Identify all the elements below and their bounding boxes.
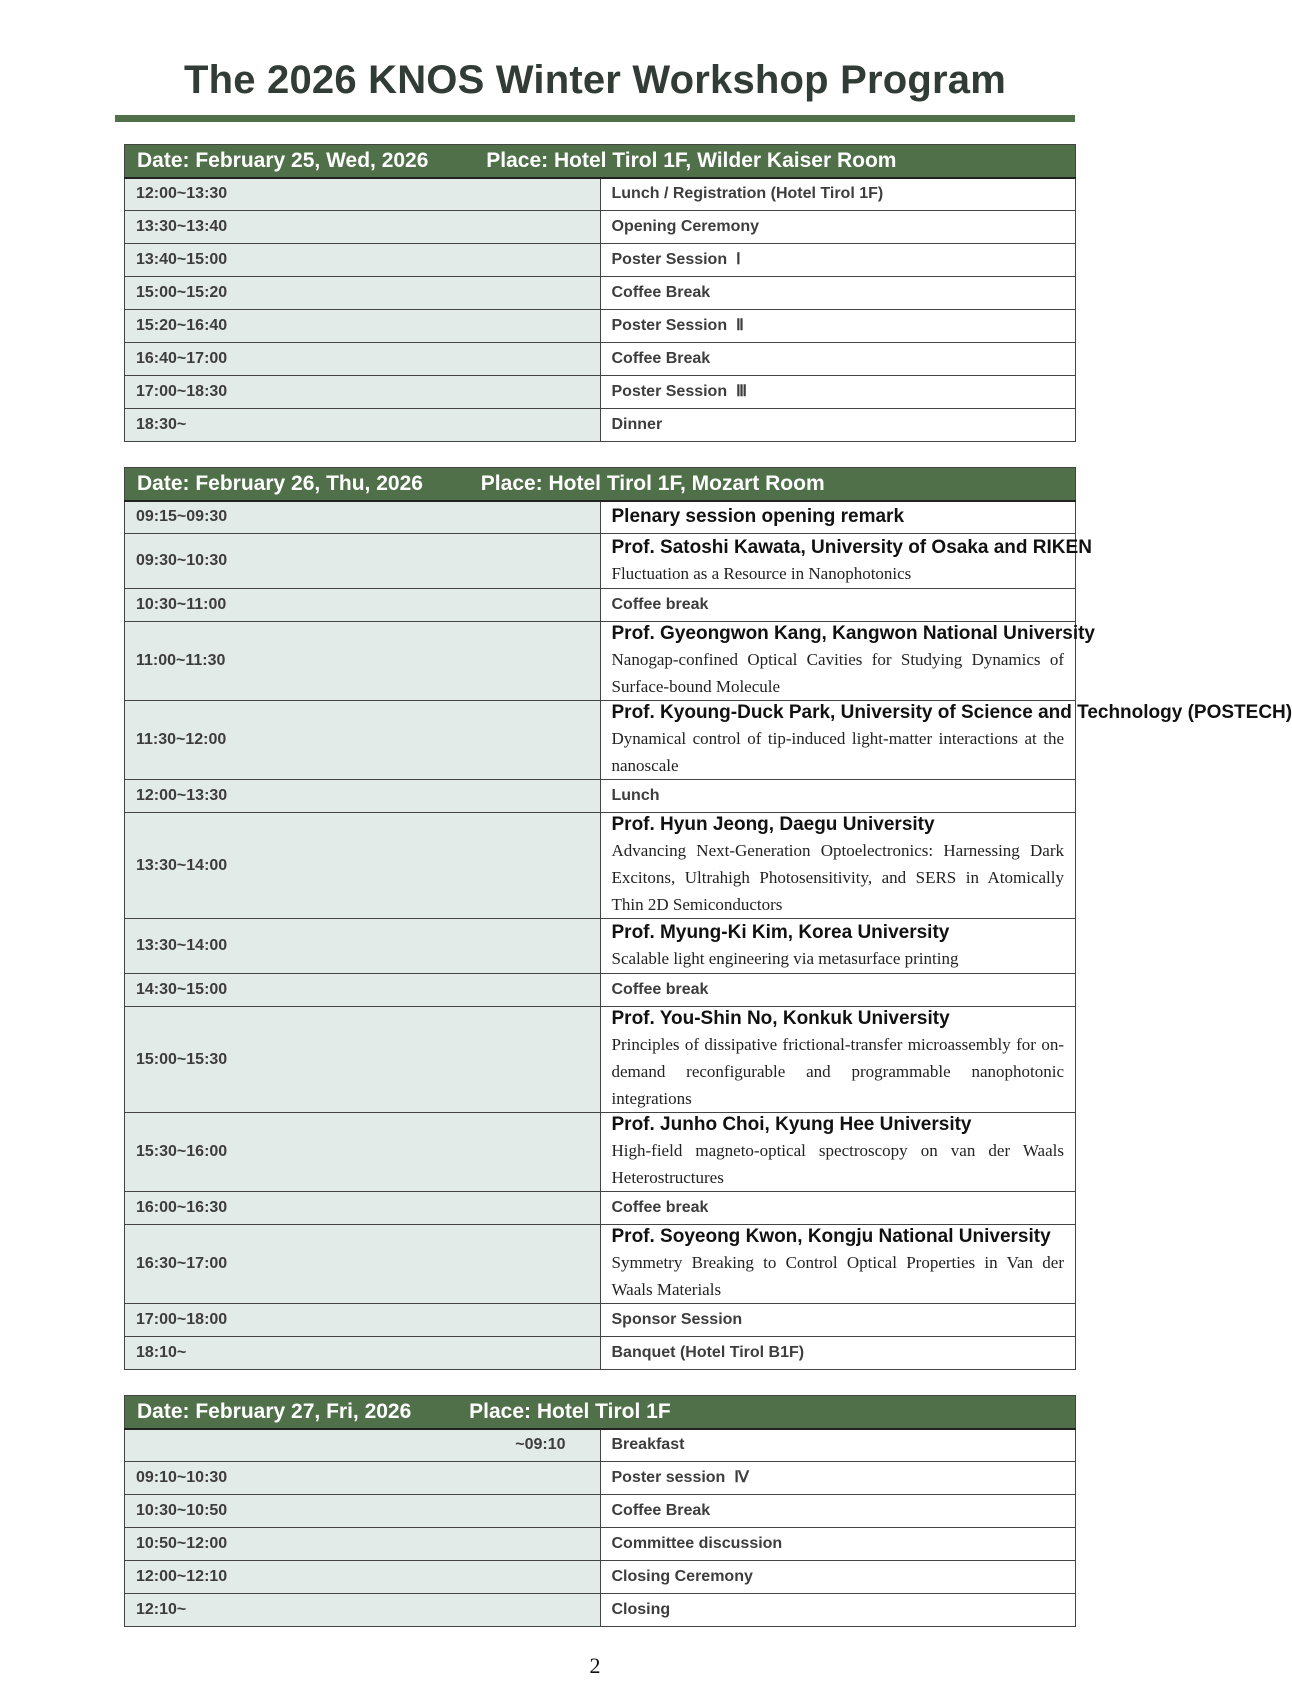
event-label: Closing Ceremony bbox=[611, 1568, 753, 1585]
event-label: Banquet (Hotel Tirol B1F) bbox=[611, 1344, 805, 1361]
talk-row bbox=[125, 622, 1076, 701]
speaker-name: Prof. Gyeongwon Kang, Kangwon National University bbox=[611, 623, 1095, 644]
schedule-row bbox=[125, 1337, 1076, 1370]
time-cell: 12:00~13:30 bbox=[125, 178, 601, 211]
schedule-row bbox=[125, 1594, 1076, 1627]
time-cell: 16:30~17:00 bbox=[125, 1225, 601, 1304]
schedule-row bbox=[125, 310, 1076, 343]
schedule-row bbox=[125, 343, 1076, 376]
schedule-row bbox=[125, 1462, 1076, 1495]
talk-title: Scalable light engineering via metasurface printing bbox=[611, 948, 959, 968]
time-cell: 15:30~16:00 bbox=[125, 1113, 601, 1192]
speaker-name: Prof. You-Shin No, Konkuk University bbox=[611, 1008, 950, 1029]
schedule-row bbox=[125, 409, 1076, 442]
event-label: Poster Session Ⅱ bbox=[611, 317, 744, 334]
schedule-row bbox=[125, 277, 1076, 310]
page-title: The 2026 KNOS Winter Workshop Program bbox=[183, 58, 1007, 102]
time-cell: 13:30~13:40 bbox=[125, 211, 601, 244]
time-cell: 09:15~09:30 bbox=[125, 501, 601, 534]
day-header bbox=[125, 468, 1076, 501]
talk-title: Dynamical control of tip-induced light-matter interactions at the nanoscale bbox=[611, 729, 1064, 775]
talk-row bbox=[125, 1225, 1076, 1304]
time-cell: 09:10~10:30 bbox=[125, 1462, 601, 1495]
talk-row bbox=[125, 1007, 1076, 1113]
event-label: Closing bbox=[611, 1601, 671, 1618]
time-cell: 15:00~15:30 bbox=[125, 1007, 601, 1113]
time-cell: 13:30~14:00 bbox=[125, 813, 601, 919]
speaker-name: Prof. Hyun Jeong, Daegu University bbox=[611, 814, 935, 835]
talk-title: High-field magneto-optical spectroscopy on van der Waals Heterostructures bbox=[611, 1141, 1064, 1187]
event-label: Sponsor Session bbox=[611, 1311, 743, 1328]
schedule-row bbox=[125, 376, 1076, 409]
schedule-row bbox=[125, 501, 1076, 534]
event-label: Coffee Break bbox=[611, 284, 711, 301]
time-cell: 13:30~14:00 bbox=[125, 919, 601, 974]
schedule-row bbox=[125, 1429, 1076, 1462]
schedule-row bbox=[125, 1304, 1076, 1337]
event-label: Coffee Break bbox=[611, 350, 711, 367]
event-label: Lunch bbox=[611, 787, 660, 804]
day-place: Place: Hotel Tirol 1F bbox=[469, 1399, 671, 1423]
time-cell: 11:00~11:30 bbox=[125, 622, 601, 701]
day-3-schedule-table bbox=[124, 1395, 1076, 1627]
day-1-schedule-table bbox=[124, 144, 1076, 442]
event-label: Coffee break bbox=[611, 1199, 709, 1216]
talk-title: Nanogap-confined Optical Cavities for Studying Dynamics of Surface-bound Molecule bbox=[611, 650, 1064, 696]
time-cell: 12:10~ bbox=[125, 1594, 601, 1627]
day-place: Place: Hotel Tirol 1F, Mozart Room bbox=[480, 471, 825, 495]
time-cell: ~09:10 bbox=[125, 1429, 601, 1462]
day-header bbox=[125, 1396, 1076, 1429]
event-label: Coffee Break bbox=[611, 1502, 711, 1519]
time-cell: 12:00~12:10 bbox=[125, 1561, 601, 1594]
talk-title: Advancing Next-Generation Optoelectronics: Harnessing Dark Excitons, Ultrahigh Photosensitivity, and SERS in Atomically Thin 2D Semiconductors bbox=[611, 841, 1064, 914]
day-date: Date: February 25, Wed, 2026 bbox=[137, 148, 429, 172]
time-cell: 16:40~17:00 bbox=[125, 343, 601, 376]
schedule-row bbox=[125, 974, 1076, 1007]
time-cell: 10:50~12:00 bbox=[125, 1528, 601, 1561]
talk-title: Symmetry Breaking to Control Optical Properties in Van der Waals Materials bbox=[611, 1253, 1064, 1299]
schedule-row bbox=[125, 211, 1076, 244]
speaker-name: Prof. Kyoung-Duck Park, University of Science and Technology (POSTECH) bbox=[611, 702, 1292, 723]
event-label: Coffee break bbox=[611, 981, 709, 998]
time-cell: 12:00~13:30 bbox=[125, 780, 601, 813]
time-cell: 18:10~ bbox=[125, 1337, 601, 1370]
time-cell: 16:00~16:30 bbox=[125, 1192, 601, 1225]
talk-title: Fluctuation as a Resource in Nanophotonics bbox=[611, 563, 912, 583]
talk-title: Principles of dissipative frictional-transfer microassembly for on-demand reconfigurable and programmable nanophotonic integrations bbox=[611, 1035, 1064, 1108]
time-cell: 14:30~15:00 bbox=[125, 974, 601, 1007]
time-cell: 15:00~15:20 bbox=[125, 277, 601, 310]
talk-row bbox=[125, 701, 1076, 780]
event-label: Dinner bbox=[611, 416, 663, 433]
event-label: Coffee break bbox=[611, 596, 709, 613]
day-2-schedule-table bbox=[124, 467, 1292, 1370]
schedule-row bbox=[125, 1528, 1076, 1561]
day-date: Date: February 26, Thu, 2026 bbox=[137, 471, 423, 495]
time-cell: 18:30~ bbox=[125, 409, 601, 442]
time-cell: 10:30~10:50 bbox=[125, 1495, 601, 1528]
schedule-row bbox=[125, 1561, 1076, 1594]
event-label: Poster session Ⅳ bbox=[611, 1469, 749, 1486]
talk-row bbox=[125, 919, 1076, 974]
schedule-row bbox=[125, 178, 1076, 211]
event-label: Opening Ceremony bbox=[611, 218, 760, 235]
schedule-row bbox=[125, 244, 1076, 277]
event-label: Committee discussion bbox=[611, 1535, 783, 1552]
plenary-label: Plenary session opening remark bbox=[611, 506, 905, 528]
time-cell: 11:30~12:00 bbox=[125, 701, 601, 780]
event-label: Poster Session Ⅰ bbox=[611, 251, 741, 268]
talk-row bbox=[125, 813, 1076, 919]
talk-row bbox=[125, 1113, 1076, 1192]
speaker-name: Prof. Soyeong Kwon, Kongju National University bbox=[611, 1226, 1051, 1247]
day-header bbox=[125, 145, 1076, 178]
speaker-name: Prof. Myung-Ki Kim, Korea University bbox=[611, 921, 950, 943]
speaker-name: Prof. Satoshi Kawata, University of Osaka and RIKEN bbox=[611, 536, 1092, 558]
day-place: Place: Hotel Tirol 1F, Wilder Kaiser Room bbox=[486, 148, 897, 172]
schedule-row bbox=[125, 1495, 1076, 1528]
page-number: 2 bbox=[589, 1653, 601, 1678]
event-label: Lunch / Registration (Hotel Tirol 1F) bbox=[611, 185, 884, 203]
time-cell: 10:30~11:00 bbox=[125, 589, 601, 622]
speaker-name: Prof. Junho Choi, Kyung Hee University bbox=[611, 1114, 972, 1135]
time-cell: 09:30~10:30 bbox=[125, 534, 601, 589]
title-divider bbox=[115, 115, 1075, 122]
day-date: Date: February 27, Fri, 2026 bbox=[137, 1399, 412, 1423]
schedule-row bbox=[125, 589, 1076, 622]
time-cell: 17:00~18:00 bbox=[125, 1304, 601, 1337]
time-cell: 15:20~16:40 bbox=[125, 310, 601, 343]
event-label: Breakfast bbox=[611, 1436, 685, 1454]
talk-row bbox=[125, 534, 1076, 589]
event-label: Poster Session Ⅲ bbox=[611, 383, 748, 400]
time-cell: 17:00~18:30 bbox=[125, 376, 601, 409]
schedule-row bbox=[125, 1192, 1076, 1225]
time-cell: 13:40~15:00 bbox=[125, 244, 601, 277]
schedule-row bbox=[125, 780, 1076, 813]
